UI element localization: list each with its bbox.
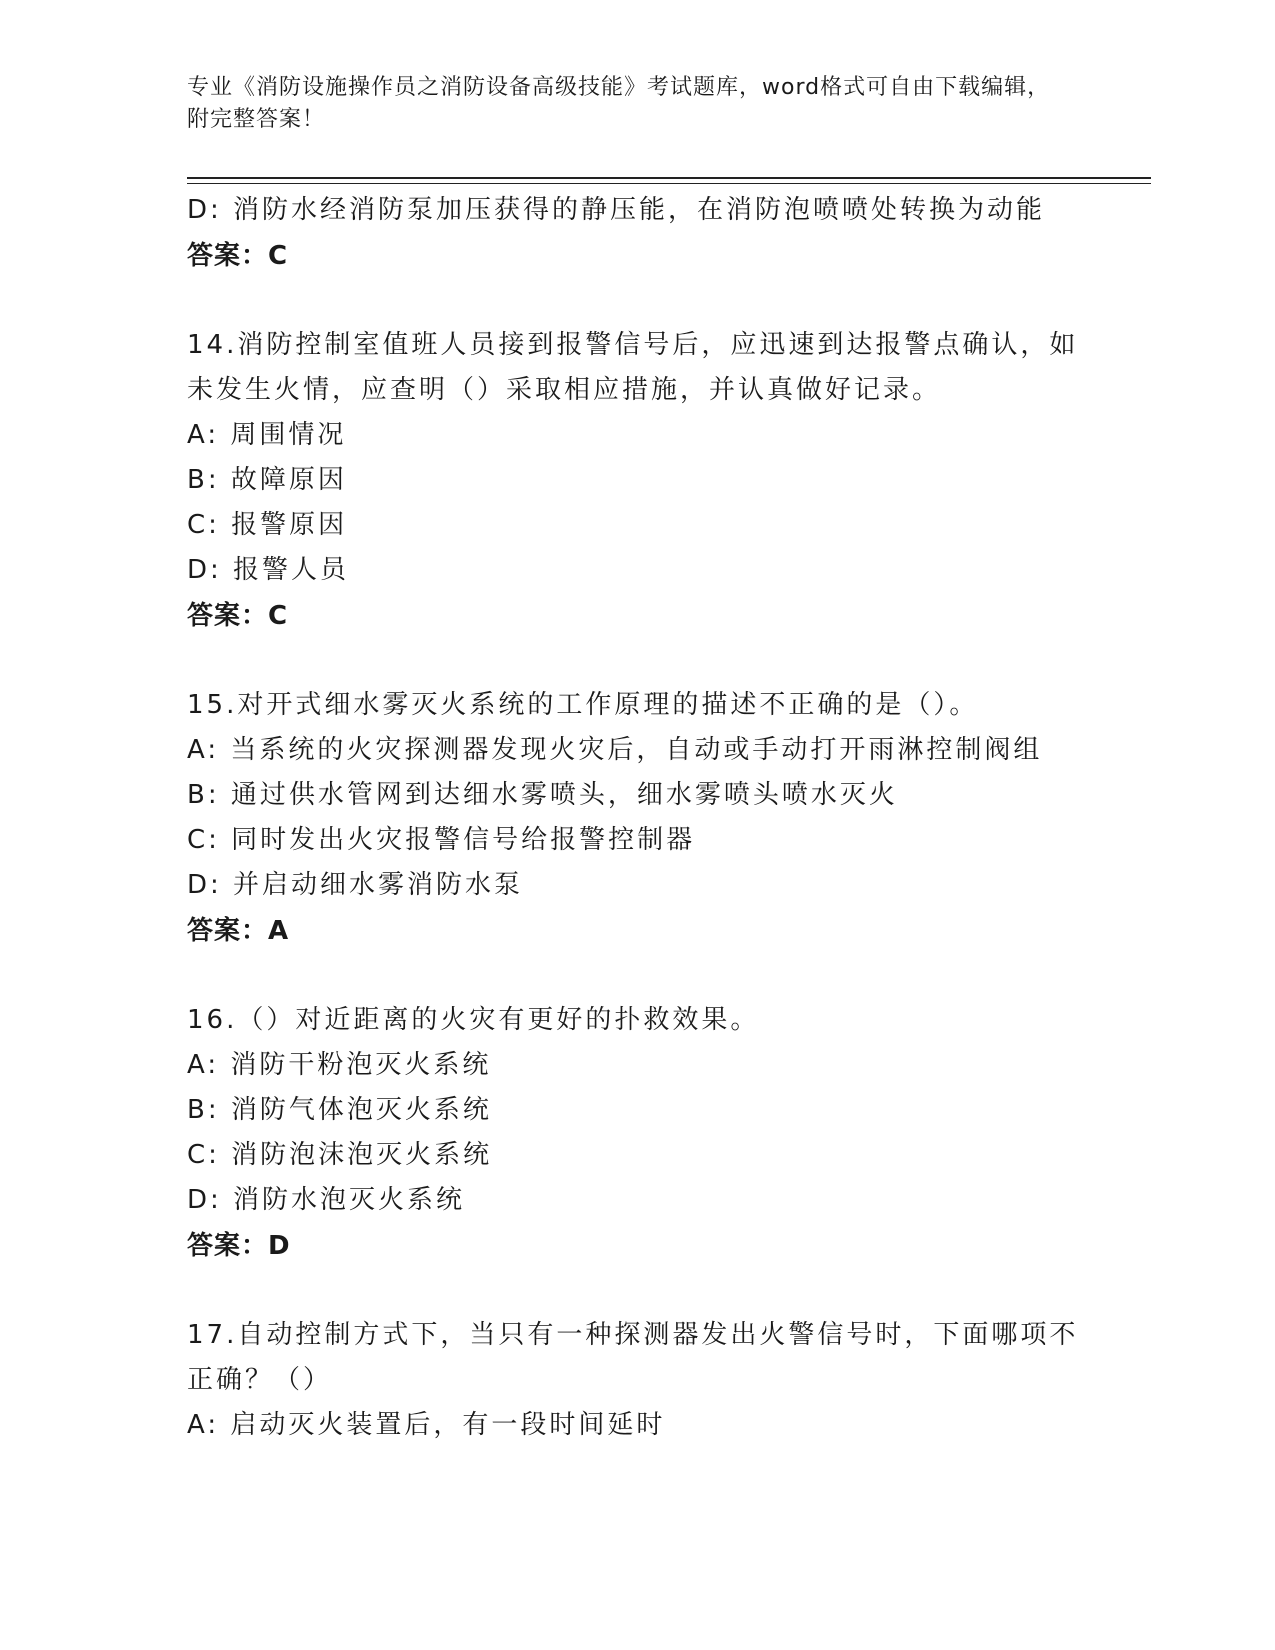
option-a: A: 消防干粉泡灭火系统 bbox=[187, 1050, 492, 1080]
option-a: A: 周围情况 bbox=[187, 420, 347, 450]
question-16 bbox=[187, 998, 1087, 1269]
question-13-answer: 答案：C bbox=[187, 241, 289, 271]
option-d: D: 消防水泡灭火系统 bbox=[187, 1185, 466, 1215]
option-d: D: 并启动细水雾消防水泵 bbox=[187, 870, 524, 900]
question-answer: 答案：D bbox=[187, 1231, 291, 1261]
question-answer: 答案：A bbox=[187, 916, 290, 946]
option-b: B: 故障原因 bbox=[187, 465, 347, 495]
option-b: B: 消防气体泡灭火系统 bbox=[187, 1095, 492, 1125]
question-answer: 答案：C bbox=[187, 601, 289, 631]
question-17 bbox=[187, 1313, 1087, 1448]
question-list bbox=[187, 188, 1087, 1448]
question-15 bbox=[187, 683, 1087, 954]
spacer bbox=[187, 1269, 1087, 1313]
option-a: A: 启动灭火装置后，有一段时间延时 bbox=[187, 1410, 666, 1440]
question-14 bbox=[187, 323, 1087, 639]
question-13-option-d: D: 消防水经消防泵加压获得的静压能，在消防泡喷喷处转换为动能 bbox=[187, 195, 1046, 225]
header-divider-thin bbox=[187, 183, 1151, 184]
question-stem: 14.消防控制室值班人员接到报警信号后，应迅速到达报警点确认，如未发生火情，应查明（）采取相应措施，并认真做好记录。 bbox=[187, 330, 1079, 405]
spacer bbox=[187, 954, 1087, 998]
option-c: C: 消防泡沫泡灭火系统 bbox=[187, 1140, 493, 1170]
option-c: C: 同时发出火灾报警信号给报警控制器 bbox=[187, 825, 696, 855]
spacer bbox=[187, 639, 1087, 683]
spacer bbox=[187, 279, 1087, 323]
document-header: 专业《消防设施操作员之消防设备高级技能》考试题库，word格式可自由下载编辑，附完整答案！ bbox=[187, 75, 1051, 132]
option-b: B: 通过供水管网到达细水雾喷头，细水雾喷头喷水灭火 bbox=[187, 780, 898, 810]
option-c: C: 报警原因 bbox=[187, 510, 348, 540]
header-divider-thick bbox=[187, 177, 1151, 179]
question-stem: 15.对开式细水雾灭火系统的工作原理的描述不正确的是（）。 bbox=[187, 690, 979, 720]
option-a: A: 当系统的火灾探测器发现火灾后，自动或手动打开雨淋控制阀组 bbox=[187, 735, 1043, 765]
question-stem: 16.（）对近距离的火灾有更好的扑救效果。 bbox=[187, 1005, 760, 1035]
question-stem: 17.自动控制方式下，当只有一种探测器发出火警信号时，下面哪项不正确？（） bbox=[187, 1320, 1079, 1395]
option-d: D: 报警人员 bbox=[187, 555, 350, 585]
